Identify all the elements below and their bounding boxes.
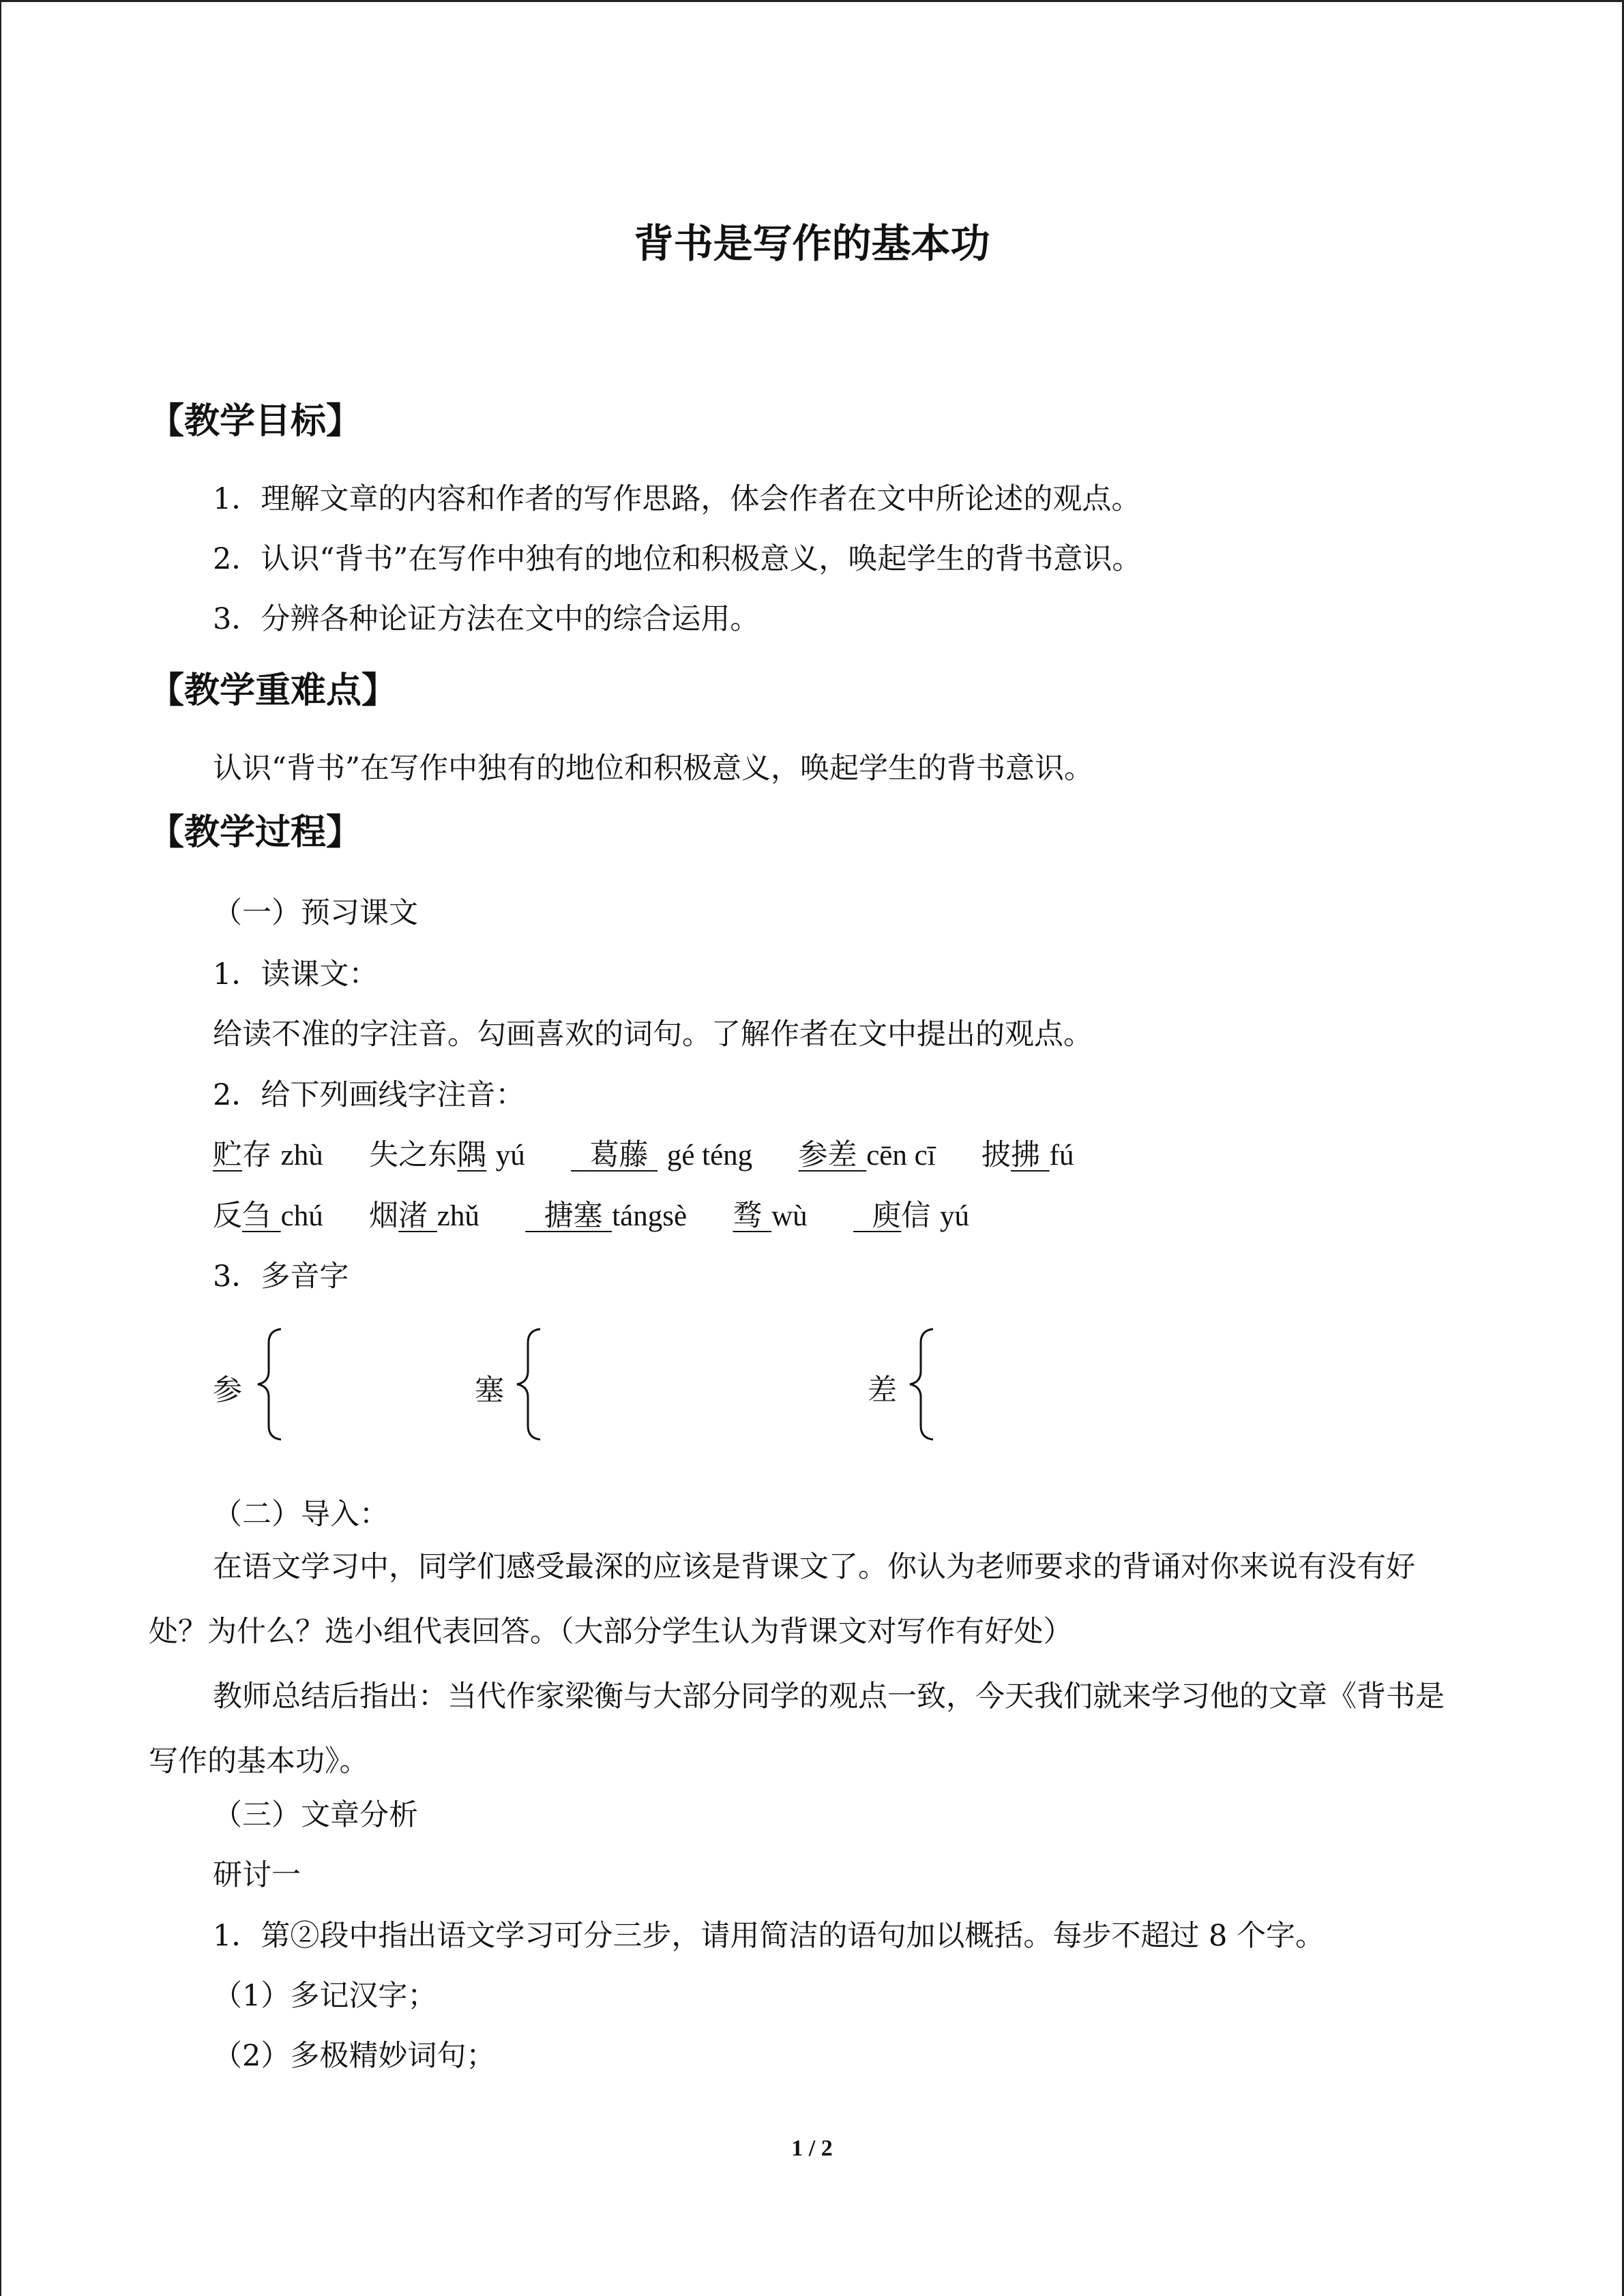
pinyin-entry: 骛 wù — [733, 1199, 808, 1233]
page-border-top — [0, 0, 1624, 2]
pinyin-entry: 披拂 fú — [981, 1138, 1074, 1172]
pinyin-entry: 烟渚 zhǔ — [369, 1199, 479, 1233]
goal-item: 3．分辨各种论证方法在文中的综合运用。 — [213, 602, 760, 636]
section-heading-goals: 【教学目标】 — [149, 400, 362, 442]
paragraph: 给读不准的字注音。勾画喜欢的词句。了解作者在文中提出的观点。 — [213, 1017, 1093, 1052]
item-heading: 1．读课文： — [213, 957, 379, 992]
item-heading: 2．给下列画线字注音： — [213, 1078, 525, 1112]
answer-item: （1）多记汉字； — [213, 1979, 437, 2013]
discussion-heading: 研讨一 — [213, 1858, 301, 1892]
page-number: 1 / 2 — [791, 2136, 833, 2161]
part-heading: （二）导入： — [213, 1497, 389, 1532]
section-heading-key-points: 【教学重难点】 — [149, 670, 398, 711]
goal-item: 2．认识“背书”在写作中独有的地位和积极意义，唤起学生的背书意识。 — [213, 542, 1142, 576]
pinyin-entry: 庾信 yú — [872, 1199, 970, 1233]
polyphone-char: 塞 — [475, 1373, 504, 1407]
pinyin-entry: 葛藤 gé téng — [589, 1138, 753, 1172]
question: 1．第②段中指出语文学习可分三步，请用简洁的语句加以概括。每步不超过 8 个字。 — [213, 1919, 1325, 1953]
pinyin-row-2 — [213, 1193, 969, 1234]
paragraph: 教师总结后指出：当代作家梁衡与大部分同学的观点一致，今天我们就来学习他的文章《背书是写作的基本功》。 — [149, 1680, 1445, 1778]
part-heading: （三）文章分析 — [213, 1798, 418, 1832]
pinyin-entry: 搪塞 tángsè — [544, 1199, 688, 1233]
page-border-left — [0, 0, 1, 2296]
left-brace-icon — [906, 1326, 940, 1442]
goal-item: 1．理解文章的内容和作者的写作思路，体会作者在文中所论述的观点。 — [213, 482, 1141, 516]
section-heading-process: 【教学过程】 — [149, 811, 362, 853]
part-heading: （一）预习课文 — [213, 896, 418, 930]
paragraph: 在语文学习中，同学们感受最深的应该是背课文了。你认为老师要求的背诵对你来说有没有好处？为什么？选小组代表回答。（大部分学生认为背课文对写作有好处） — [149, 1550, 1415, 1649]
left-brace-icon — [254, 1326, 288, 1442]
polyphone-char: 差 — [868, 1373, 897, 1407]
document-title: 背书是写作的基本功 — [634, 220, 990, 267]
pinyin-entry: 贮存 zhù — [213, 1138, 323, 1172]
polyphone-char: 参 — [213, 1373, 242, 1407]
pinyin-entry: 参差 cēn cī — [798, 1138, 936, 1172]
item-heading: 3．多音字 — [213, 1259, 349, 1294]
left-brace-icon — [513, 1326, 547, 1442]
pinyin-row-1 — [213, 1132, 1074, 1174]
key-points-text: 认识“背书”在写作中独有的地位和积极意义，唤起学生的背书意识。 — [213, 751, 1093, 786]
pinyin-entry: 反刍 chú — [213, 1199, 323, 1233]
answer-item: （2）多极精妙词句； — [213, 2039, 496, 2073]
pinyin-entry: 失之东隅 yú — [369, 1138, 525, 1172]
